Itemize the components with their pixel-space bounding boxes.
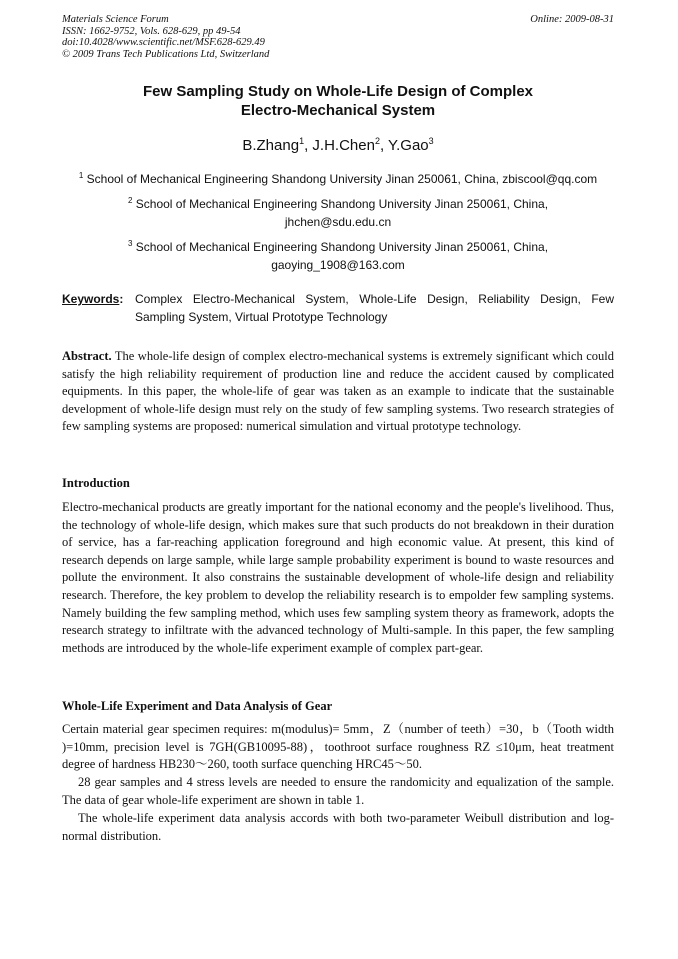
affiliation-text: School of Mechanical Engineering Shandong University Jinan 250061, China, zbiscool@qq.com — [86, 172, 598, 186]
journal-header — [62, 14, 614, 60]
author-affil-mark: 2 — [374, 136, 380, 146]
keywords-block — [62, 290, 614, 324]
affiliation-text: School of Mechanical Engineering Shandong University Jinan 250061, China, — [135, 240, 549, 254]
author-list — [62, 131, 614, 156]
title-line-1: Few Sampling Study on Whole-Life Design of Complex — [142, 83, 533, 100]
experiment-paragraph-3: The whole-life experiment data analysis accords with both two-parameter Weibull distribution and log-normal distribution. — [62, 811, 614, 843]
author-affil-mark: 3 — [428, 136, 434, 146]
author-separator: , — [379, 137, 389, 154]
abstract-label: Abstract. — [62, 349, 112, 363]
affiliation-2 — [62, 192, 614, 231]
introduction-paragraph: Electro-mechanical products are greatly important for the national economy and the people's livelihood. Thus, the technology of whole-life design, which makes sure that such products do not breakdown in their duration of service, has a far-reaching application foreground and high economic value. At present, this kind of research depends on large sample, while large sample probability experiment is bound to waste resources and pollute the environment. It also constrains the sustainable development of whole-life design and reliability research. Therefore, the key problem to develop the reliability research is to empolder few sampling systems. Namely building the few sampling method, which uses few sampling system theory as framework, adopts the research strategy to infiltrate with the advanced technology of Multi-sample. In this paper, the few sampling methods are introduced by the whole-life experiment example of complex part-gear. — [62, 500, 614, 655]
abstract-block — [62, 348, 614, 436]
keywords-label: Keywords — [62, 292, 120, 306]
paper-title — [62, 82, 614, 120]
experiment-paragraph-2: 28 gear samples and 4 stress levels are needed to ensure the randomicity and equalization of the sample. The data of gear whole-life experiment are shown in table 1. — [62, 775, 614, 807]
affiliation-mark: 3 — [127, 239, 133, 248]
affiliation-mark: 2 — [127, 196, 133, 205]
journal-name: Materials Science Forum — [62, 14, 169, 25]
online-date: Online: 2009-08-31 — [530, 14, 614, 25]
doi-line: doi:10.4028/www.scientific.net/MSF.628-629.49 — [62, 37, 265, 48]
affiliation-3 — [62, 235, 614, 274]
keywords-colon: : — [119, 292, 124, 306]
affiliation-text: School of Mechanical Engineering Shandong University Jinan 250061, China, — [135, 197, 549, 211]
introduction-heading: Introduction — [62, 476, 130, 490]
keywords-text: Complex Electro-Mechanical System, Whole-Life Design, Reliability Design, Few Sampling System, Virtual Prototype Technology — [135, 292, 614, 324]
issn-line: ISSN: 1662-9752, Vols. 628-629, pp 49-54 — [62, 25, 241, 37]
affiliation-email: jhchen@sdu.edu.cn — [284, 215, 392, 229]
author-separator: , — [304, 137, 313, 154]
affiliation-1 — [62, 167, 614, 188]
affiliation-mark: 1 — [78, 171, 84, 180]
copyright-line: © 2009 Trans Tech Publications Ltd, Switzerland — [62, 48, 270, 60]
experiment-paragraph-1: Certain material gear specimen requires: m(modulus)= 5mm，Z（number of teeth）=30，b（Tooth width )=10mm, precision level is 7GH(GB10095-88)，toothroot surface roughness RZ ≤10μm, heat treatment degree of hardness HB230～260, tooth surface quenching HRC45～50. — [62, 722, 614, 772]
affiliation-email: gaoying_1908@163.com — [271, 258, 405, 272]
author-name: B.Zhang — [242, 137, 300, 154]
title-line-2: Electro-Mechanical System — [240, 102, 436, 119]
author-affil-mark: 1 — [299, 136, 305, 146]
author-name: Y.Gao — [388, 137, 429, 154]
abstract-text: The whole-life design of complex electro-mechanical systems is extremely significant which could satisfy the high reliability requirement of production line and reduce the accident caused by complicated equipments. In this paper, the whole-life of gear was taken as an example to indicate that the sustainable development of whole-life design must rely on the study of few sampling systems. Two research strategies of few sampling systems are proposed: numerical simulation and virtual prototype technology. — [62, 349, 614, 434]
author-name: J.H.Chen — [312, 137, 375, 154]
experiment-heading: Whole-Life Experiment and Data Analysis of Gear — [62, 699, 333, 713]
